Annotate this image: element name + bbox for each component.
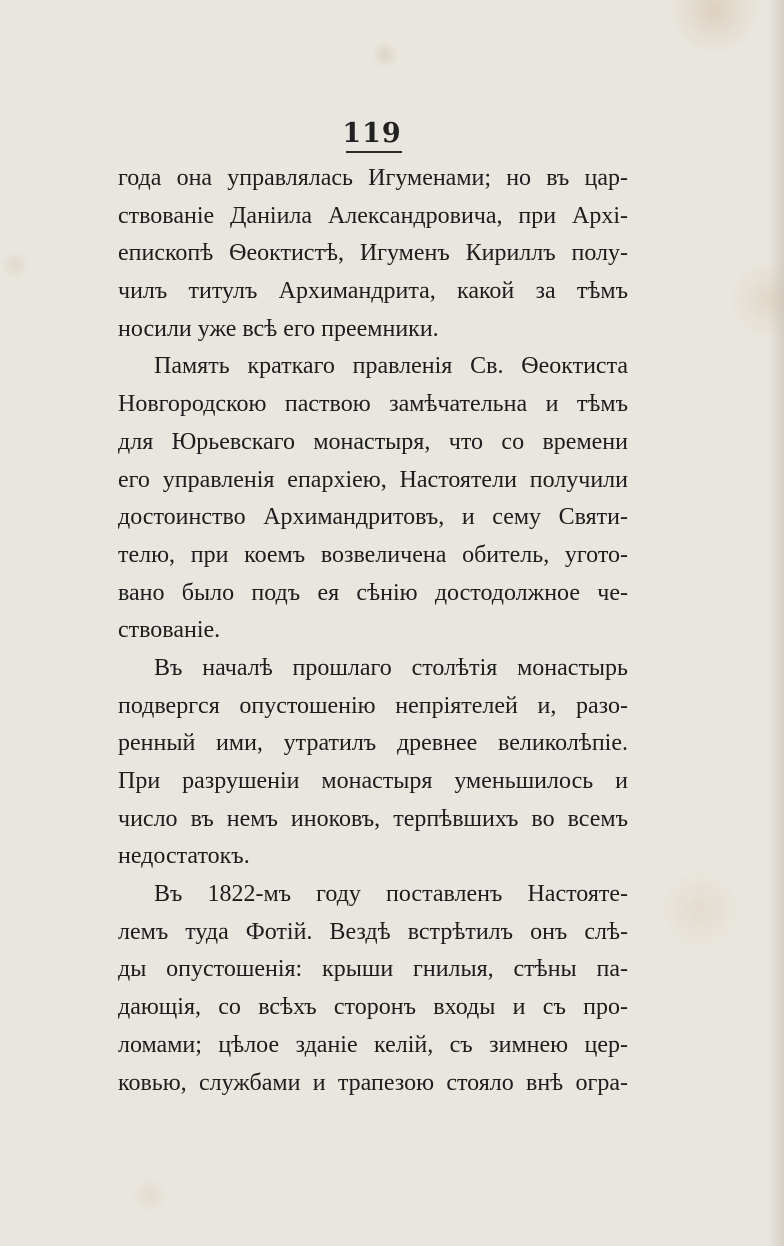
text-line: чилъ титулъ Архимандрита, какой за тѣмъ bbox=[118, 278, 628, 305]
text-line: Въ началѣ прошлаго столѣтія монастырь bbox=[154, 654, 628, 681]
text-line: Память краткаго правленія Св. Ѳеоктиста bbox=[154, 353, 628, 380]
page-number-rule bbox=[346, 151, 402, 153]
text-line: ствованіе. bbox=[118, 617, 221, 644]
text-line: число въ немъ иноковъ, терпѣвшихъ во всемъ bbox=[118, 805, 628, 832]
text-line: Въ 1822-мъ году поставленъ Настояте- bbox=[154, 881, 628, 908]
text-line: ренный ими, утратилъ древнее великолѣпіе. bbox=[118, 730, 628, 757]
text-line: ковью, службами и трапезою стояло внѣ огра- bbox=[118, 1069, 628, 1096]
text-line: достоинство Архимандритовъ, и сему Святи- bbox=[118, 504, 628, 531]
text-line: недостатокъ. bbox=[118, 843, 250, 870]
text-line: лемъ туда Фотій. Вездѣ встрѣтилъ онъ слѣ- bbox=[118, 918, 628, 945]
text-line: подвергся опустошенію непріятелей и, разо- bbox=[118, 692, 628, 719]
text-line: его управленія епархіею, Настоятели получили bbox=[118, 466, 628, 493]
page-number: 119 bbox=[342, 118, 402, 149]
text-line: вано было подъ ея сѣнію достодолжное че- bbox=[118, 579, 628, 606]
text-line: ломами; цѣлое зданіе келій, съ зимнею цер- bbox=[118, 1031, 628, 1058]
text-line: дающія, со всѣхъ сторонъ входы и съ про- bbox=[118, 994, 628, 1021]
text-line: телю, при коемъ возвеличена обитель, угото- bbox=[118, 541, 628, 568]
text-line: При разрушеніи монастыря уменьшилось и bbox=[118, 768, 628, 794]
text-line: носили уже всѣ его преемники. bbox=[118, 315, 439, 342]
text-line: года она управлялась Игуменами; но въ цар- bbox=[118, 165, 628, 191]
text-line: Новгородскою паствою замѣчательна и тѣмъ bbox=[118, 391, 628, 418]
text-line: для Юрьевскаго монастыря, что со времени bbox=[118, 428, 628, 455]
text-line: ды опустошенія: крыши гнилыя, стѣны па- bbox=[118, 956, 628, 983]
text-line: епископѣ Ѳеоктистѣ, Игуменъ Кириллъ полу- bbox=[118, 240, 628, 267]
body-text bbox=[118, 160, 628, 1102]
text-line: ствованіе Даніила Александровича, при Архі- bbox=[118, 202, 628, 229]
